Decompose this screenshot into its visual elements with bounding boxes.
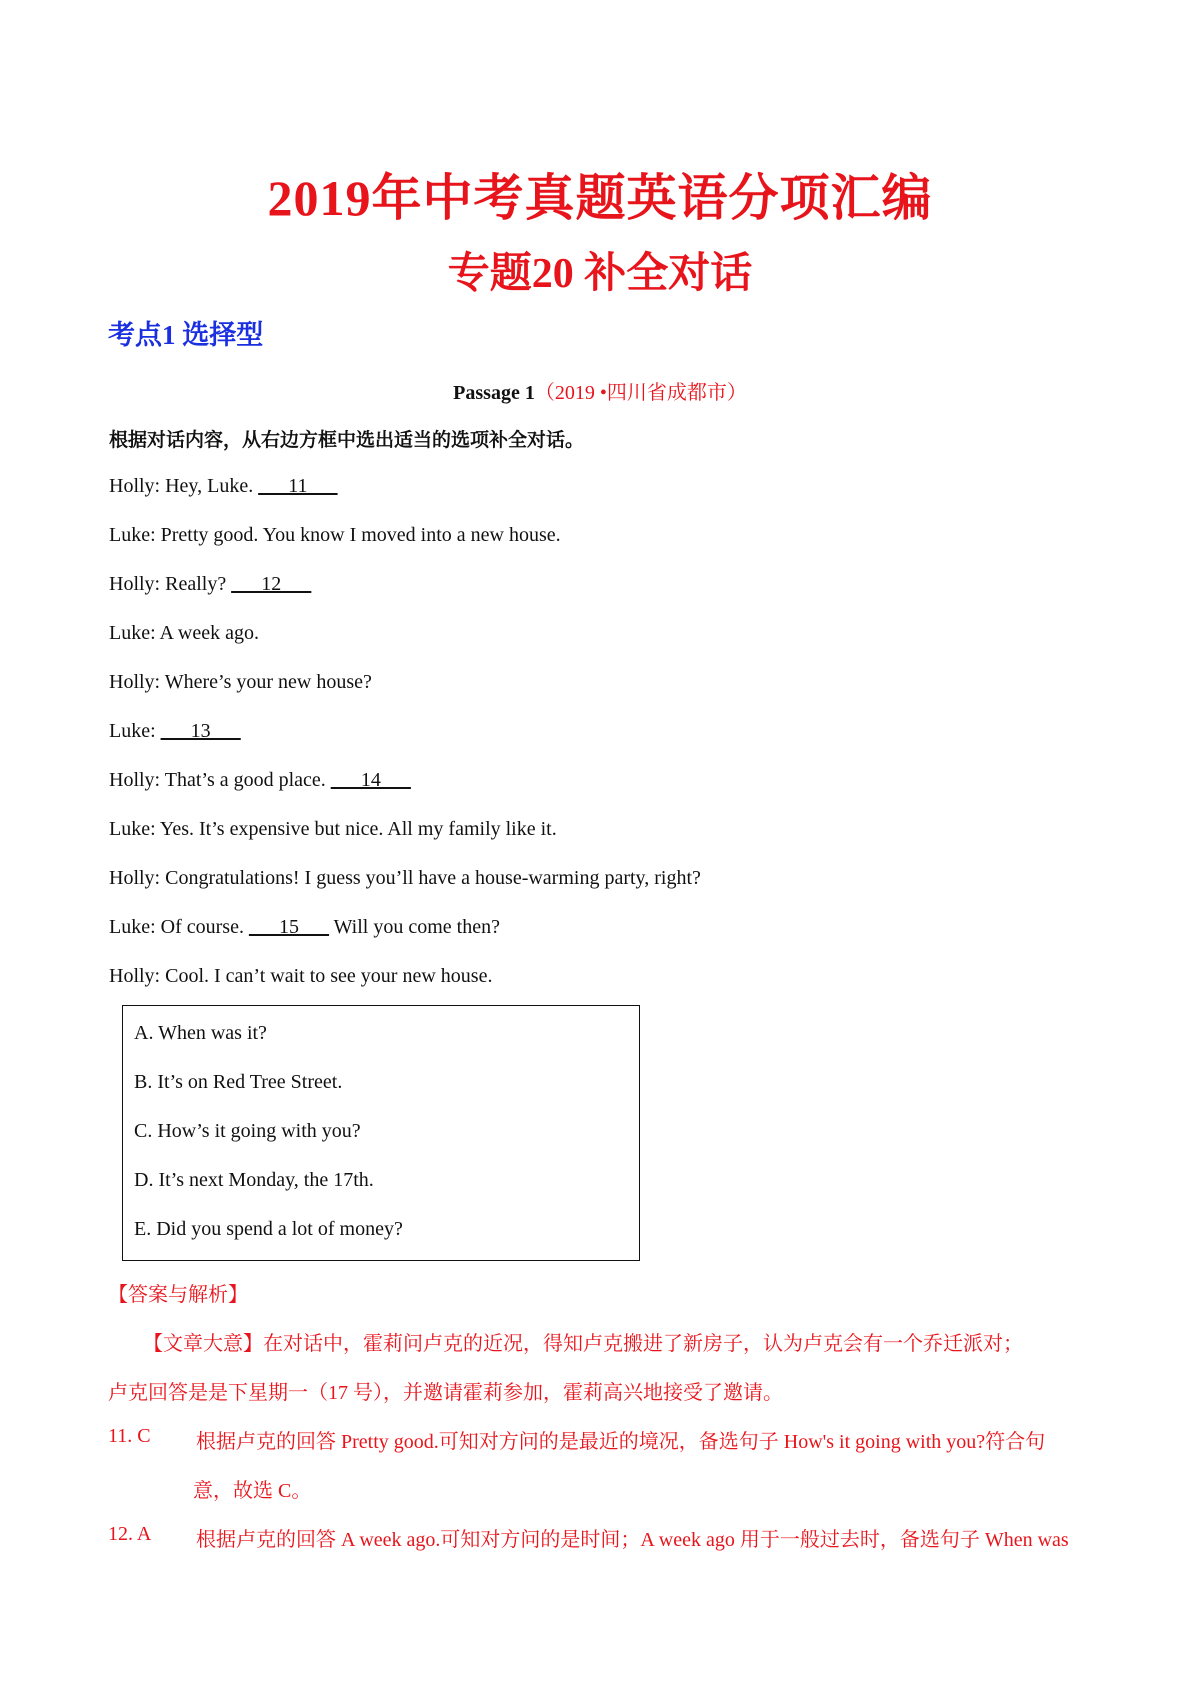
dialogue-line [109, 475, 338, 498]
answer-blank: ___13___ [160, 720, 241, 742]
dialogue-text: Luke: Yes. It’s expensive but nice. All my family like it. [109, 818, 557, 840]
dialogue-text: Luke: A week ago. [109, 622, 259, 644]
dialogue-line [109, 818, 557, 841]
answer-explanation: 根据卢克的回答 A week ago.可知对方问的是时间；A week ago 用于一般过去时，备选句子 When was [196, 1529, 1069, 1551]
dialogue-text: Holly: Really? [109, 573, 232, 595]
dialogue-text: Luke: Of course. [109, 916, 249, 938]
passage-source: （2019 •四川省成都市） [534, 382, 747, 404]
answer-blank: ___11___ [258, 475, 338, 497]
dialogue-line [109, 524, 561, 547]
dialogue-line [109, 720, 241, 743]
answer-blank: ___14___ [330, 769, 411, 791]
dialogue-line [109, 622, 259, 645]
dialogue-text: Holly: Hey, Luke. [109, 475, 259, 497]
dialogue-text: Holly: Congratulations! I guess you’ll have a house-warming party, right? [109, 867, 701, 889]
option-item: B. It’s on Red Tree Street. [134, 1071, 343, 1093]
dialogue-line [109, 769, 411, 792]
answer-heading: 【答案与解析】 [108, 1284, 248, 1306]
summary-line: 卢克回答是是下星期一（17 号），并邀请霍莉参加，霍莉高兴地接受了邀请。 [108, 1382, 783, 1404]
answer-explanation: 意，故选 C。 [193, 1480, 312, 1502]
answer-explanation: 根据卢克的回答 Pretty good.可知对方问的是最近的境况，备选句子 How's it going with you?符合句 [196, 1431, 1046, 1453]
passage-heading [0, 376, 1200, 405]
option-item: A. When was it? [134, 1022, 267, 1044]
dialogue-text: Luke: [109, 720, 161, 742]
dialogue-text: Holly: Cool. I can’t wait to see your new house. [109, 965, 493, 987]
dialogue-text: Holly: That’s a good place. [109, 769, 331, 791]
document-title: 2019年中考真题英语分项汇编 [267, 170, 933, 226]
dialogue-text: Will you come then? [328, 916, 500, 938]
answer-blank: ___15___ [248, 916, 329, 938]
dialogue-line [109, 965, 492, 988]
dialogue-text: Holly: Where’s your new house? [109, 671, 372, 693]
section-heading: 考点1 选择型 [108, 320, 264, 350]
dialogue-line [109, 573, 311, 596]
document-subtitle: 专题20 补全对话 [447, 251, 753, 297]
dialogue-line [109, 916, 500, 939]
answer-number: 11. C [108, 1425, 151, 1447]
answer-blank: ___12___ [231, 573, 312, 595]
dialogue-text: Luke: Pretty good. You know I moved into a new house. [109, 524, 561, 546]
answer-number: 12. A [108, 1523, 152, 1545]
passage-name: Passage 1 [453, 382, 535, 404]
option-item: D. It’s next Monday, the 17th. [134, 1169, 374, 1191]
dialogue-line [109, 671, 372, 694]
option-item: C. How’s it going with you? [134, 1120, 361, 1142]
instruction-text: 根据对话内容，从右边方框中选出适当的选项补全对话。 [109, 430, 585, 451]
option-item: E. Did you spend a lot of money? [134, 1218, 403, 1240]
dialogue-line [109, 867, 701, 890]
summary-line: 【文章大意】在对话中，霍莉问卢克的近况，得知卢克搬进了新房子，认为卢克会有一个乔迁派对； [143, 1333, 1023, 1355]
